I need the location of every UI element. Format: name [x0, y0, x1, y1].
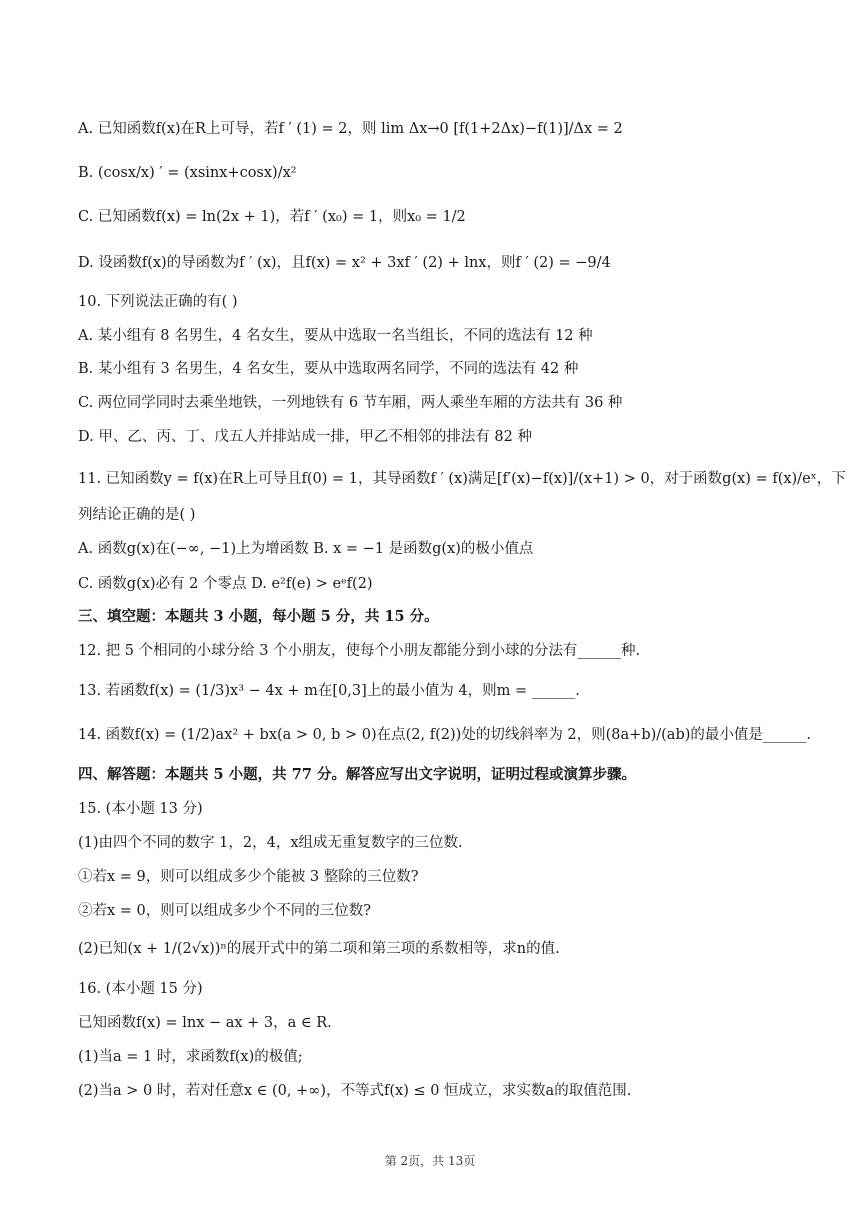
option-9a: A. 已知函数f(x)在R上可导，若f ′ (1) = 2，则 lim Δx→0 [f(1+2Δx)−f(1)]/Δx = 2 — [78, 121, 623, 137]
options-11-cd: C. 函数g(x)必有 2 个零点 D. e²f(e) > eᵉf(2) — [78, 576, 373, 592]
section-4-heading: 四、解答题：本题共 5 小题，共 77 分。解答应写出文字说明，证明过程或演算步骤。 — [78, 766, 636, 783]
question-16-header: 16. (本小题 15 分) — [78, 981, 203, 997]
section-3-heading: 三、填空题：本题共 3 小题，每小题 5 分，共 15 分。 — [78, 608, 439, 625]
option-10c: C. 两位同学同时去乘坐地铁，一列地铁有 6 节车厢，两人乘坐车厢的方法共有 36 种 — [78, 395, 623, 411]
option-10a: A. 某小组有 8 名男生，4 名女生，要从中选取一名当组长，不同的选法有 12 种 — [78, 328, 593, 344]
option-9d: D. 设函数f(x)的导函数为f ′ (x)，且f(x) = x² + 3xf ′ (2) + lnx，则f ′ (2) = −9/4 — [78, 255, 611, 271]
question-11-stem-cont: 列结论正确的是( ) — [78, 507, 196, 523]
question-15-part1-ii: ②若x = 0，则可以组成多少个不同的三位数? — [78, 903, 372, 919]
question-13: 13. 若函数f(x) = (1/3)x³ − 4x + m在[0,3]上的最小值为 4，则m = ______. — [78, 683, 580, 699]
question-10-stem: 10. 下列说法正确的有( ) — [78, 294, 238, 310]
option-10d: D. 甲、乙、丙、丁、戊五人并排站成一排，甲乙不相邻的排法有 82 种 — [78, 429, 532, 445]
option-9b: B. (cosx/x) ′ = (xsinx+cosx)/x² — [78, 165, 297, 181]
question-16-part2: (2)当a > 0 时，若对任意x ∈ (0, +∞)，不等式f(x) ≤ 0 恒成立，求实数a的取值范围. — [78, 1083, 632, 1099]
question-12: 12. 把 5 个相同的小球分给 3 个小朋友，使每个小朋友都能分到小球的分法有______种. — [78, 643, 641, 659]
question-15-part1: (1)由四个不同的数字 1，2，4，x组成无重复数字的三位数. — [78, 835, 463, 851]
question-15-part2: (2)已知(x + 1/(2√x))ⁿ的展开式中的第二项和第三项的系数相等，求n的值. — [78, 941, 560, 957]
question-16-stem: 已知函数f(x) = lnx − ax + 3，a ∈ R. — [78, 1015, 332, 1031]
question-11-stem: 11. 已知函数y = f(x)在R上可导且f(0) = 1，其导函数f ′ (x)满足[f′(x)−f(x)]/(x+1) > 0，对于函数g(x) = f(x)/eˣ，下 — [78, 471, 846, 487]
page-footer: 第 2页，共 13页 — [384, 1154, 476, 1168]
question-15-part1-i: ①若x = 9，则可以组成多少个能被 3 整除的三位数? — [78, 869, 419, 885]
option-9c: C. 已知函数f(x) = ln(2x + 1)，若f ′ (x₀) = 1，则x₀ = 1/2 — [78, 209, 466, 225]
options-11-ab: A. 函数g(x)在(−∞, −1)上为增函数 B. x = −1 是函数g(x)的极小值点 — [78, 541, 534, 557]
question-16-part1: (1)当a = 1 时，求函数f(x)的极值; — [78, 1049, 303, 1065]
question-14: 14. 函数f(x) = (1/2)ax² + bx(a > 0, b > 0)在点(2, f(2))处的切线斜率为 2，则(8a+b)/(ab)的最小值是______. — [78, 727, 811, 743]
question-15-header: 15. (本小题 13 分) — [78, 801, 203, 817]
option-10b: B. 某小组有 3 名男生，4 名女生，要从中选取两名同学，不同的选法有 42 种 — [78, 361, 579, 377]
